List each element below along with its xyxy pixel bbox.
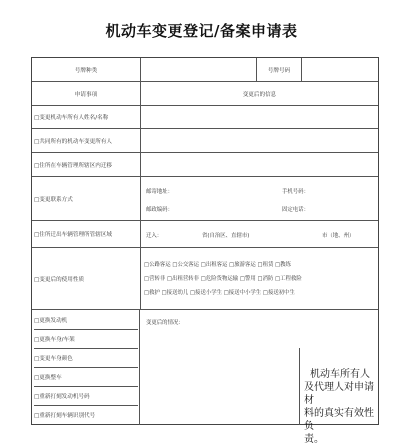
notice-divider <box>299 348 300 425</box>
row-usage <box>32 248 378 310</box>
usage-options-line-2[interactable]: □营转非 □出租营转非 □危险货物运输 □警用 □消防 □工程救险 <box>144 276 302 282</box>
row-move-out <box>32 221 378 248</box>
form-title: 机动车变更登记/备案申请表 <box>105 22 298 40</box>
notice-line-1: 机动车所有人 <box>310 369 370 380</box>
owner-name-checkbox[interactable]: □变更机动车所有人姓名/名称 <box>34 115 109 121</box>
item-label: 申请事项 <box>74 91 98 98</box>
co-owner-field[interactable] <box>141 129 378 152</box>
move-to-label: 迁入： <box>146 233 163 239</box>
notice-line-2: 及代理人对申请材 <box>304 382 374 406</box>
left-items <box>32 310 140 425</box>
mobile-label: 手机号码： <box>282 189 309 195</box>
plate-type-label: 号牌种类 <box>74 67 98 74</box>
postcode-label: 邮政编码： <box>146 207 173 213</box>
move-within-field[interactable] <box>141 153 378 176</box>
left-item-color[interactable]: □变更车身颜色 <box>34 348 138 368</box>
province-label: 省(自治区、直辖市) <box>202 233 250 239</box>
usage-checkbox[interactable]: □变更后的使用性质 <box>34 276 85 283</box>
co-owner-checkbox[interactable]: □共同所有的机动车变更所有人 <box>34 138 113 145</box>
postal-address-label: 邮寄地址： <box>146 189 173 195</box>
row-header <box>32 82 378 106</box>
row-co-owner <box>32 129 378 153</box>
contact-checkbox[interactable]: □变更联系方式 <box>34 196 73 203</box>
usage-options-line-3[interactable]: □救护 □接送幼儿 □接送小学生 □接送中小学生 □接送初中生 <box>144 290 295 296</box>
row-address-move-within <box>32 153 378 177</box>
row-plate <box>32 58 378 82</box>
city-label: 市（地、州） <box>322 233 355 239</box>
notice-line-4: 责。 <box>304 434 324 445</box>
notice-line-3: 料的真实有效性负 <box>304 408 374 432</box>
phone-label: 固定电话： <box>282 207 309 213</box>
plate-number-label: 号牌号码 <box>267 67 291 74</box>
divider <box>140 221 141 247</box>
usage-options-line-1[interactable]: □公路客运 □公交客运 □出租客运 □旅游客运 □租赁 □教练 <box>144 262 291 268</box>
left-item-vin[interactable]: □重新打刻车辆识别代号 <box>34 412 96 419</box>
plate-type-field[interactable] <box>141 58 256 81</box>
left-item-engine[interactable]: □更换发动机 <box>34 310 138 330</box>
owner-name-field[interactable] <box>141 106 378 128</box>
move-out-checkbox[interactable]: □住所迁出车辆管理所管辖区域 <box>34 232 113 238</box>
divider <box>140 177 141 220</box>
notice-text <box>304 368 378 446</box>
divider <box>140 248 141 309</box>
left-item-whole-vehicle[interactable]: □更换整车 <box>34 367 138 387</box>
move-within-checkbox[interactable]: □住所在车辆管理所辖区内迁移 <box>34 162 113 169</box>
application-form-table <box>31 57 379 445</box>
row-owner-name <box>32 106 378 129</box>
left-item-body[interactable]: □更换车身/车架 <box>34 329 138 349</box>
left-item-engine-number[interactable]: □重新打刻发动机号码 <box>34 386 138 406</box>
bottom-block <box>32 310 378 445</box>
after-info-label: 变更后的信息 <box>242 91 277 98</box>
after-changes-label: 变更后的情况： <box>146 320 184 326</box>
row-contact <box>32 177 378 221</box>
plate-number-field[interactable] <box>302 58 378 81</box>
